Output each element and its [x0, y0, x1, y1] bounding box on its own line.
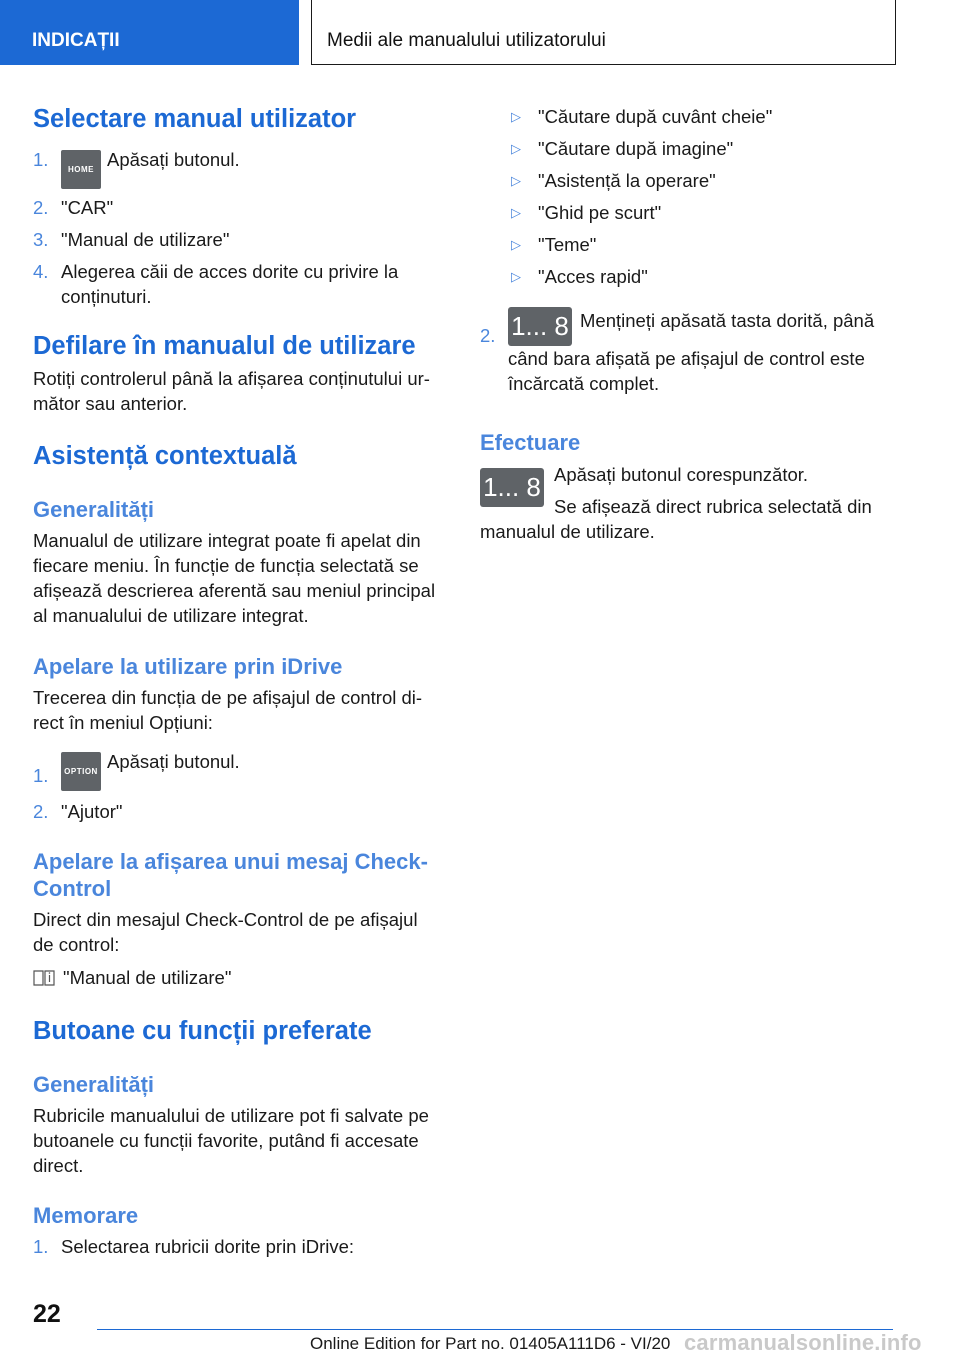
subsection-title-check-control: Apelare la afișarea unui mesaj Check-Control [33, 849, 428, 901]
triangle-bullet-icon: ▷ [511, 173, 521, 188]
option-text: "Ghid pe scurt" [538, 202, 662, 223]
triangle-bullet-icon: ▷ [511, 205, 521, 220]
list-item [480, 133, 890, 165]
list-item [33, 259, 443, 309]
footer-edition: Online Edition for Part no. 01405A111D6 - VI/20 [310, 1334, 671, 1353]
option-text: "Teme" [538, 234, 597, 255]
triangle-bullet-icon: ▷ [511, 109, 521, 124]
section-title-scroll: Defilare în manualul de utilizare [33, 332, 416, 360]
list-item [33, 799, 443, 824]
step-text: Selectarea rubricii dorite prin iDrive: [61, 1236, 355, 1257]
step-text: "Ajutor" [61, 801, 123, 822]
favorite-options-list [480, 101, 890, 293]
step-number: 4. [33, 261, 49, 282]
list-item [33, 195, 443, 220]
step-text: Mențineți apăsată tasta dorită, până când bara afișată pe afișajul de control este încărcată complet. [508, 310, 875, 394]
select-manual-steps [33, 147, 443, 309]
check-control-item [33, 965, 443, 990]
step-text: Apăsați butonul. [107, 149, 240, 170]
triangle-bullet-icon: ▷ [511, 141, 521, 156]
home-button-icon: HOME [61, 150, 101, 189]
section-title-select-manual: Selectare manual utilizator [33, 105, 357, 133]
idrive-text: Trecerea din funcția de pe afișajul de control di-rect în meniul Opțiuni: [33, 687, 423, 733]
list-item [33, 749, 443, 791]
step-text: "CAR" [61, 197, 114, 218]
subsection-title-general: Generalități [33, 497, 155, 522]
header-chapter-title: Medii ale manualului utilizatorului [311, 0, 896, 65]
execute-line-2: Se afișează direct rubrica selectată din manualul de utilizare. [480, 496, 872, 542]
list-item [480, 307, 890, 396]
step-number: 2. [33, 197, 49, 218]
section-title-favorites: Butoane cu funcții preferate [33, 1017, 372, 1045]
step-number: 1. [33, 1236, 49, 1257]
watermark: carmanualsonline.info [684, 1330, 922, 1355]
list-item [33, 147, 443, 189]
scroll-text: Rotiți controlerul până la afișarea conținutului ur-mător sau anterior. [33, 368, 430, 414]
option-text: "Asistență la operare" [538, 170, 716, 191]
memorize-steps [33, 1234, 443, 1259]
step-number: 2. [33, 801, 49, 822]
favorite-save-steps [480, 307, 890, 396]
favorite-keys-icon: 1... 8 [508, 307, 572, 346]
step-number: 1. [33, 149, 49, 170]
list-item [480, 165, 890, 197]
execute-line-1: Apăsați butonul corespunzător. [554, 464, 809, 485]
execute-block [480, 462, 890, 544]
option-text: "Căutare după cuvânt cheie" [538, 106, 773, 127]
list-item [480, 197, 890, 229]
step-number: 1. [33, 765, 49, 786]
step-text: "Manual de utilizare" [61, 229, 230, 250]
list-item [33, 1234, 443, 1259]
subsection-title-general-favorites: Generalități [33, 1072, 155, 1097]
check-control-item-text: "Manual de utilizare" [63, 967, 232, 988]
option-text: "Acces rapid" [538, 266, 648, 287]
check-control-text: Direct din mesajul Check-Control de pe afișajul de control: [33, 909, 418, 955]
step-text: Alegerea căii de acces dorite cu privire la conținuturi. [61, 261, 399, 307]
step-text: Apăsați butonul. [107, 751, 240, 772]
book-info-icon [33, 969, 55, 986]
section-title-context-help: Asistență contextuală [33, 442, 297, 470]
favorite-keys-icon: 1... 8 [480, 468, 544, 507]
step-number: 2. [480, 325, 496, 346]
subsection-title-execute: Efectuare [480, 430, 581, 455]
list-item [480, 261, 890, 293]
step-number: 3. [33, 229, 49, 250]
option-text: "Căutare după imagine" [538, 138, 734, 159]
option-button-icon: OPTION [61, 752, 101, 791]
page-number: 22 [33, 1300, 61, 1328]
list-item [480, 229, 890, 261]
list-item [33, 227, 443, 252]
subsection-title-memorize: Memorare [33, 1203, 139, 1228]
idrive-steps [33, 749, 443, 824]
general-text: Manualul de utilizare integrat poate fi apelat din fiecare meniu. În funcție de funcția selectată se afișează descrierea aferentă sau meniul principal al manualului de utilizare integrat. [33, 530, 436, 626]
subsection-title-idrive: Apelare la utilizare prin iDrive [33, 654, 343, 679]
triangle-bullet-icon: ▷ [511, 237, 521, 252]
triangle-bullet-icon: ▷ [511, 269, 521, 284]
list-item [480, 101, 890, 133]
favorites-text: Rubricile manualului de utilizare pot fi salvate pe butoanele cu funcții favorite, putând fi accesate direct. [33, 1105, 429, 1176]
right-column [480, 100, 890, 544]
header-section-tab: INDICAȚII [0, 0, 299, 65]
left-column [33, 100, 443, 1259]
